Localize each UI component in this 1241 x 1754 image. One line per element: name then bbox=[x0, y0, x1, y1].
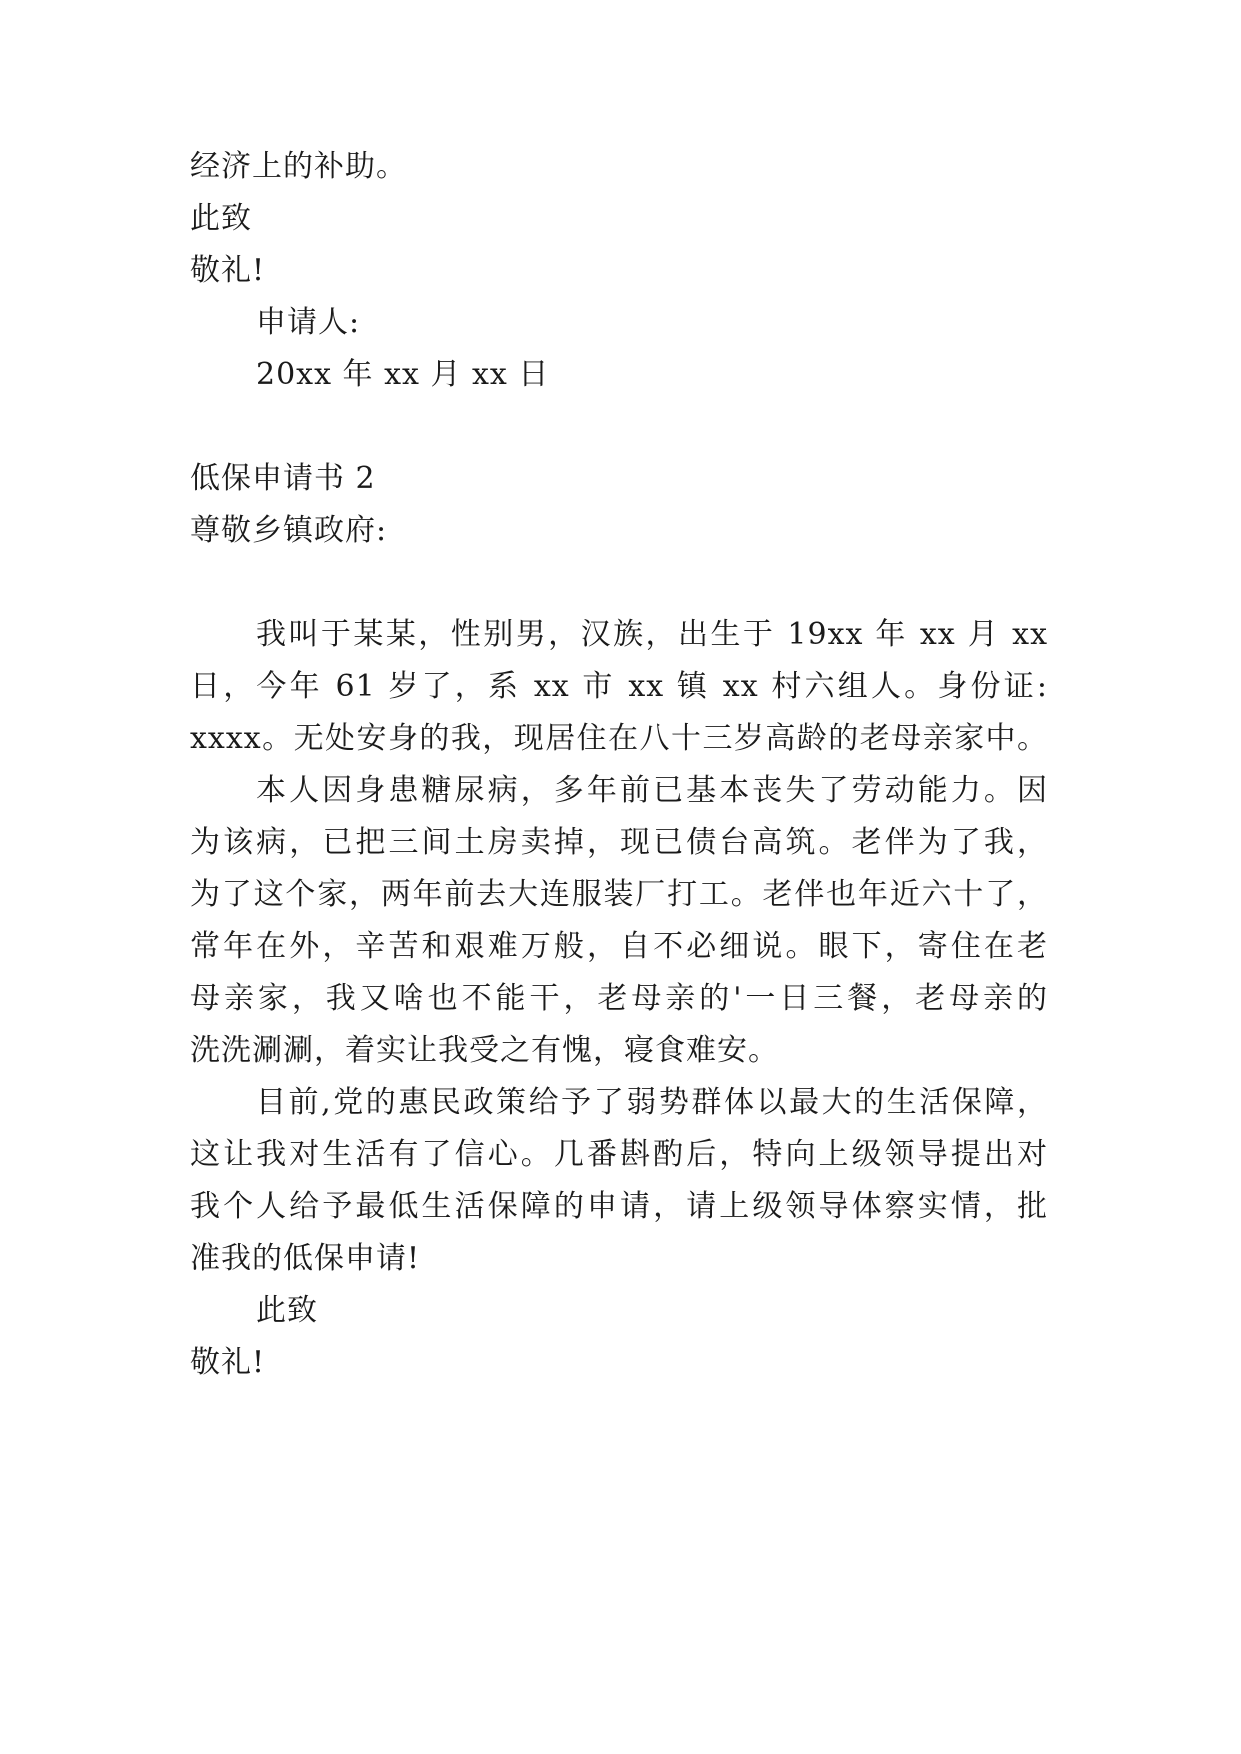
body-line: 我叫于某某，性别男，汉族，出生于 19xx 年 xx 月 xx bbox=[256, 617, 1048, 652]
section-title: 低保申请书 2 bbox=[190, 461, 376, 496]
closing-line: 经济上的补助。 bbox=[190, 149, 407, 184]
salutation-cizhi: 此致 bbox=[190, 201, 252, 236]
salutation-cizhi-2: 此致 bbox=[256, 1293, 318, 1328]
body-line: 这让我对生活有了信心。几番斟酌后，特向上级领导提出对 bbox=[190, 1137, 1048, 1172]
body-line: 目前,党的惠民政策给予了弱势群体以最大的生活保障， bbox=[256, 1085, 1048, 1120]
salutation-jingli-2: 敬礼! bbox=[190, 1345, 266, 1380]
body-line: 本人因身患糖尿病，多年前已基本丧失了劳动能力。因 bbox=[256, 773, 1048, 808]
body-line: xxxx。无处安身的我，现居住在八十三岁高龄的老母亲家中。 bbox=[190, 721, 1048, 756]
body-line: 洗洗涮涮，着实让我受之有愧，寝食难安。 bbox=[190, 1033, 779, 1068]
addressee: 尊敬乡镇政府: bbox=[190, 513, 388, 548]
body-line: 准我的低保申请! bbox=[190, 1241, 421, 1276]
applicant-label: 申请人: bbox=[256, 305, 361, 340]
date-line: 20xx 年 xx 月 xx 日 bbox=[256, 357, 550, 392]
body-line: 日，今年 61 岁了，系 xx 市 xx 镇 xx 村六组人。身份证: bbox=[190, 669, 1048, 704]
body-line: 为该病，已把三间土房卖掉，现已债台高筑。老伴为了我， bbox=[190, 825, 1048, 860]
body-line: 常年在外，辛苦和艰难万般，自不必细说。眼下，寄住在老 bbox=[190, 929, 1048, 964]
salutation-jingli: 敬礼! bbox=[190, 253, 266, 288]
body-line: 我个人给予最低生活保障的申请，请上级领导体察实情，批 bbox=[190, 1189, 1048, 1224]
body-line: 母亲家，我又啥也不能干，老母亲的'一日三餐，老母亲的 bbox=[190, 981, 1048, 1016]
body-line: 为了这个家，两年前去大连服装厂打工。老伴也年近六十了， bbox=[190, 877, 1048, 912]
